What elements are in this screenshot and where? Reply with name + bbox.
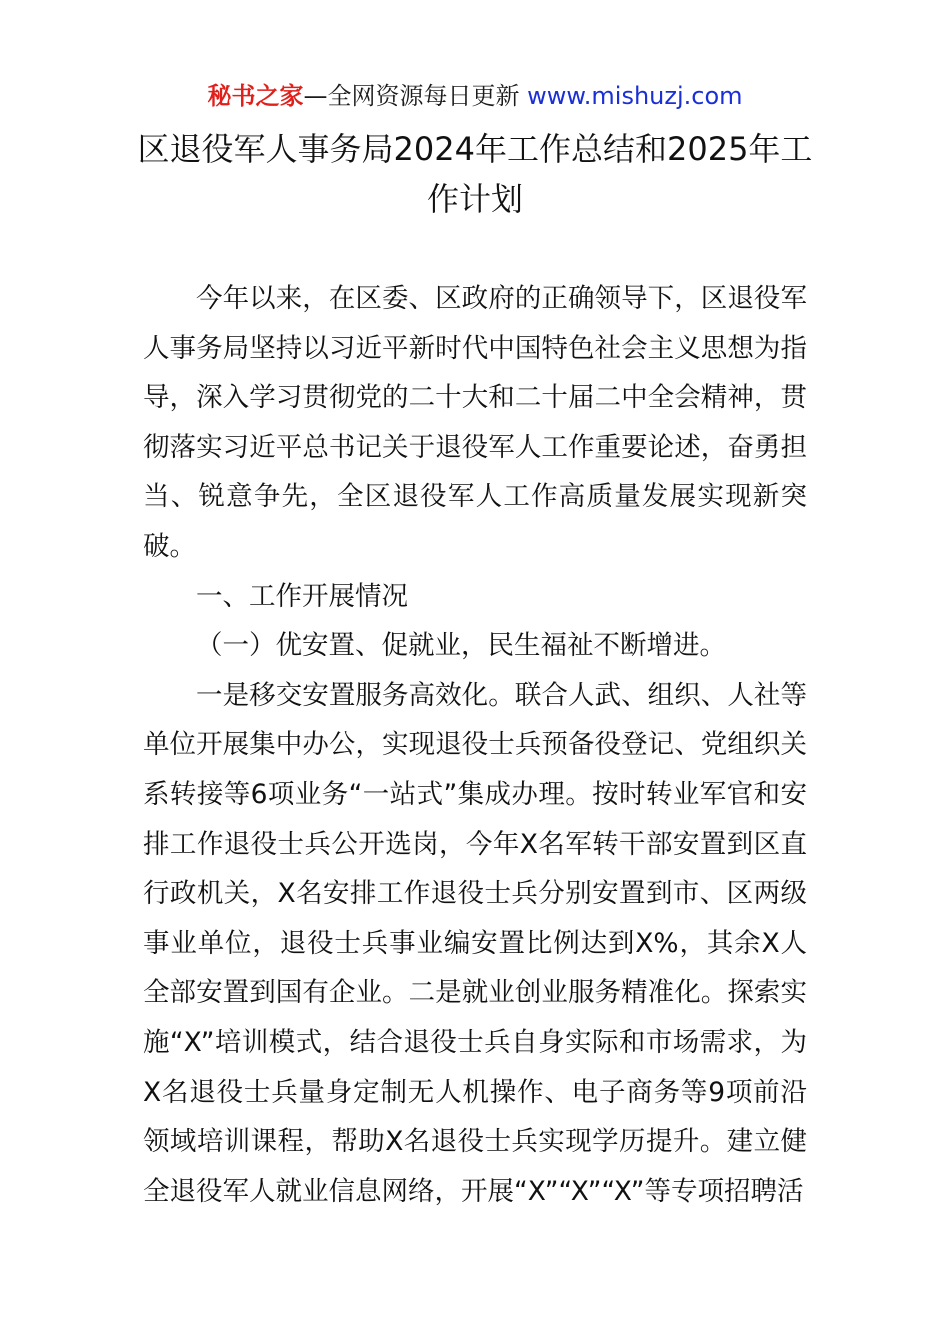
- document-title: 区退役军人事务局2024年工作总结和2025年工作计划: [137, 130, 813, 218]
- intro-paragraph: 今年以来，在区委、区政府的正确领导下，区退役军人事务局坚持以习近平新时代中国特色社会主义思想为指导，深入学习贯彻党的二十大和二十届二中全会精神，贯彻落实习近平总书记关于退役军人工作重要论述，奋勇担当、锐意争先，全区退役军人工作高质量发展实现新突破。: [143, 283, 807, 562]
- banner-tagline: —全网资源每日更新: [303, 82, 528, 110]
- site-banner: [0, 80, 950, 112]
- subsection-heading: （一）优安置、促就业，民生福祉不断增进。: [196, 630, 726, 662]
- brand-name: 秘书之家: [207, 82, 304, 110]
- body-paragraph: 一是移交安置服务高效化。联合人武、组织、人社等单位开展集中办公，实现退役士兵预备役登记、党组织关系转接等6项业务“一站式”集成办理。按时转业军官和安排工作退役士兵公开选岗，今年X名军转干部安置到区直行政机关，X名安排工作退役士兵分别安置到市、区两级事业单位，退役士兵事业编安置比例达到X%，其余X人全部安置到国有企业。二是就业创业服务精准化。探索实施“X”培训模式，结合退役士兵自身实际和市场需求，为X名退役士兵量身定制无人机操作、电子商务等9项前沿领域培训课程，帮助X名退役士兵实现学历提升。建立健全退役军人就业信息网络，开展“X”“X”“X”等专项招聘活: [143, 679, 807, 1207]
- section-heading: 一、工作开展情况: [196, 580, 408, 612]
- document-body: [143, 274, 807, 1216]
- site-url-link[interactable]: www.mishuzj.com: [527, 82, 743, 110]
